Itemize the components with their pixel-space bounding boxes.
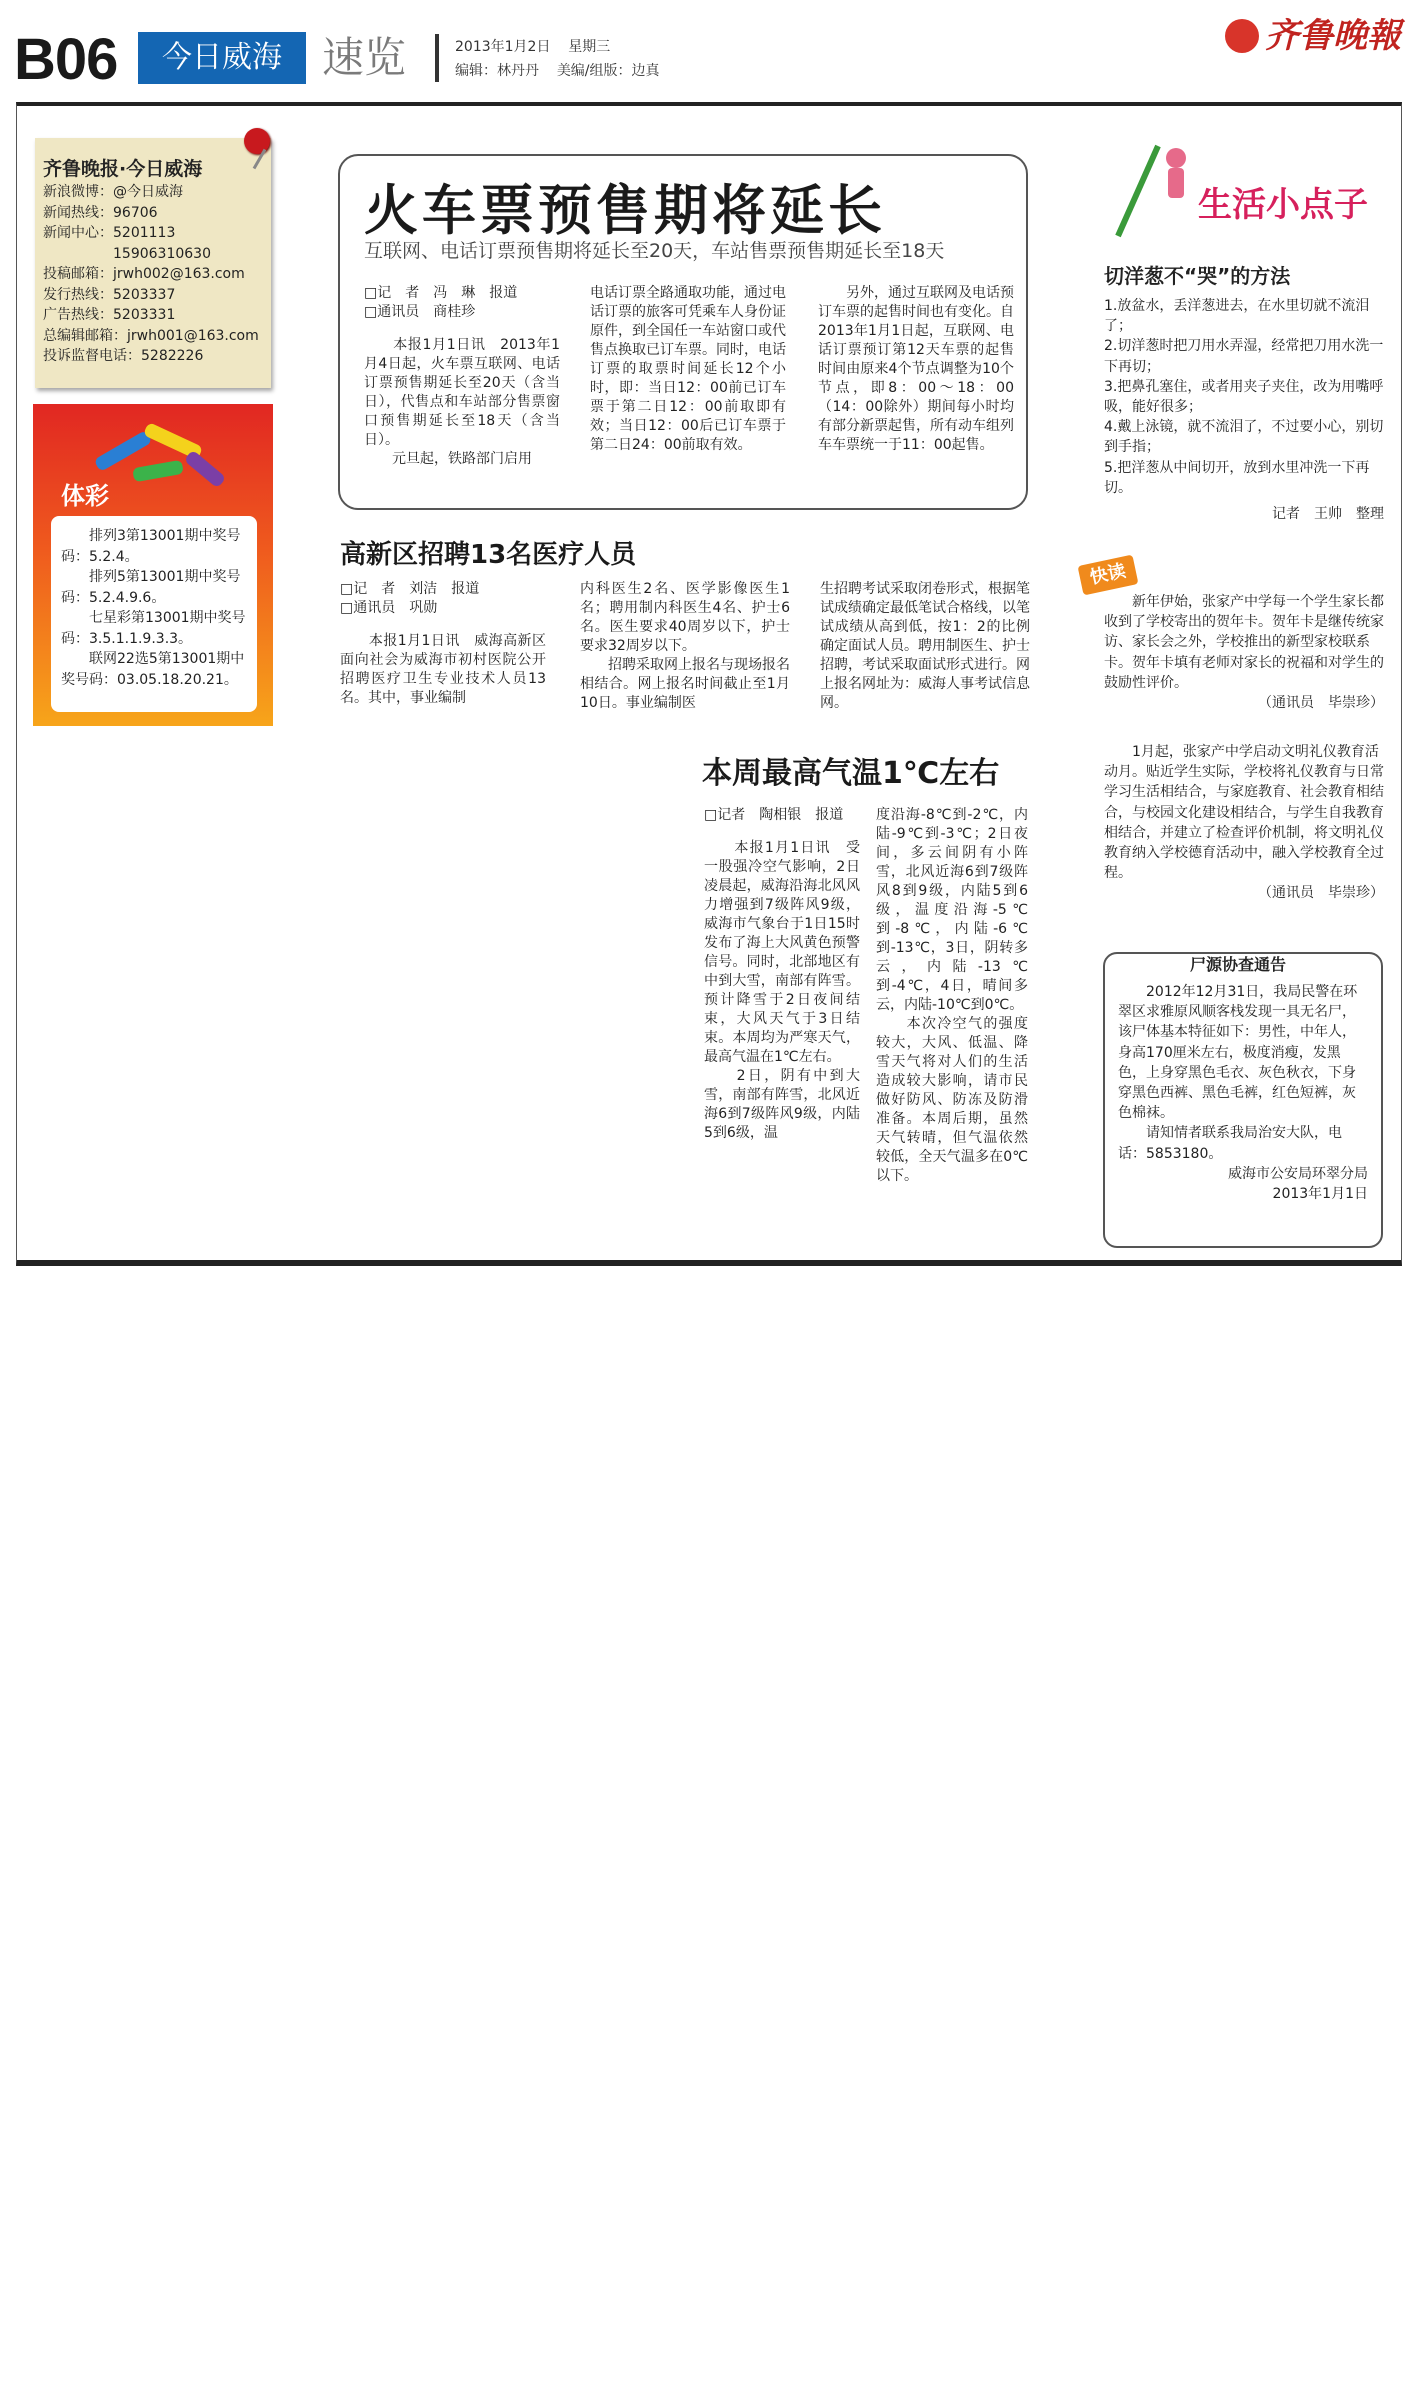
quick-read-2 xyxy=(1104,742,1384,904)
article-recruitment-col3: 生招聘考试采取闭卷形式，根据笔试成绩确定最低笔试合格线，以笔试成绩从高到低，按1：2的比例确定面试人员。聘用制医生、护士招聘，考试采取面试形式进行。网上报名网址为：威海人事考试信息网。 xyxy=(820,581,1030,711)
byline: □记 者 冯 琳 报道 xyxy=(364,285,518,301)
article-train-tickets-col2: 电话订票全路通取功能，通过电话订票的旅客可凭乘车人身份证原件，到全国任一车站窗口或代售点换取已订车票。同时，电话订票的取票时间延长12个小时，即：当日12：00前已订车票于第二日12：00前取即有效；当日12：00后已订车票于第二日24：00前取有效。 xyxy=(590,285,786,453)
newspaper-logo xyxy=(1225,8,1401,57)
tips-credit: 记者 王帅 整理 xyxy=(1272,506,1384,523)
article-body: 本报1月1日讯 威海高新区面向社会为威海市初村医院公开招聘医疗卫生专业技术人员13名。其中，事业编制 xyxy=(340,633,546,706)
contact-line: 新闻热线：96706 xyxy=(43,204,158,221)
article-train-tickets-col3: 另外，通过互联网及电话预订车票的起售时间也有变化。自2013年1月1日起，互联网、电话订票预订第12天车票的起售时间由原来4个节点调整为10个节点，即8：00～18：00（14：00除外）期间每小时均有部分新票起售，所有动车组列车车票统一于11：00起售。 xyxy=(818,285,1014,453)
tips-item: 3.把鼻孔塞住，或者用夹子夹住，改为用嘴呼吸，能好很多； xyxy=(1104,378,1384,416)
contact-line: 新浪微博：@今日威海 xyxy=(43,184,183,200)
quick-read-1 xyxy=(1104,592,1384,713)
staff-line xyxy=(455,60,660,80)
logo-sun-icon xyxy=(1225,19,1259,53)
article-body: 本报1月1日讯 受一股强冷空气影响，2日凌晨起，威海沿海北风风力增强到7级阵风9级，威海市气象台于1日15时发布了海上大风黄色预警信号。同时，北部地区有中到大雪，南部有阵雪。预计降雪于2日夜间结束，大风天气于3日结束。本周均为严寒天气，最高气温在1℃左右。 2日，阴有中到大雪，南部有阵雪，北风近海6到7级阵风9级，内陆5到6级，温 xyxy=(704,840,860,1141)
header-divider xyxy=(435,34,439,82)
tips-title: 切洋葱不“哭”的方法 xyxy=(1104,264,1291,288)
article-recruitment-col2: 内科医生2名、医学影像医生1名；聘用制内科医生4名、护士6名。医生要求40周岁以下，护士要求32周岁以下。 招聘采取网上报名与现场报名相结合。网上报名时间截止至1月10日。事业编制医 xyxy=(580,581,790,711)
lottery-results xyxy=(51,516,257,712)
byline: □记者 陶相银 报道 xyxy=(704,807,844,823)
issue-date: 2013年1月2日 xyxy=(455,39,551,55)
girl-head-icon xyxy=(1166,148,1186,168)
quick-read-body: 1月起，张家产中学启动文明礼仪教育活动月。贴近学生实际，学校将礼仪教育与日常学习生活相结合，与家庭教育、社会教育相结合，与校园文化建设相结合，与学生自我教育相结合，并建立了检查评价机制，将文明礼仪教育纳入学校德育活动中，融入学校教育全过程。 xyxy=(1104,744,1384,882)
contact-line: 总编辑邮箱：jrwh001@163.com xyxy=(43,327,259,344)
article-weather-col1 xyxy=(704,806,860,1143)
tips-item: 2.切洋葱时把刀用水弄湿，经常把刀用水洗一下再切； xyxy=(1104,338,1384,375)
article-train-tickets-title: 火车票预售期将延长 xyxy=(364,179,886,242)
tips-list xyxy=(1104,296,1384,524)
contact-title: 齐鲁晚报·今日威海 xyxy=(43,158,203,180)
byline: □通讯员 商桂珍 xyxy=(364,304,476,320)
contact-line: 投稿邮箱：jrwh002@163.com xyxy=(43,266,245,282)
contact-line: 投诉监督电话：5282226 xyxy=(43,348,204,364)
notice-date: 2013年1月1日 xyxy=(1272,1186,1368,1203)
lottery-line: 七星彩第13001期中奖号码：3.5.1.1.9.3.3。 xyxy=(61,610,246,647)
date-line xyxy=(455,36,610,56)
contact-line: 广告热线：5203331 xyxy=(43,307,176,323)
quick-read-badge: 快读 xyxy=(1077,555,1138,596)
byline: □通讯员 巩勋 xyxy=(340,600,438,616)
contact-line: 15906310630 xyxy=(43,245,211,262)
notice-body: 2012年12月31日，我局民警在环翠区求雅原风顺客栈发现一具无名尸，该尸体基本特征如下：男性，中年人，身高170厘米左右，极度消瘦，发黑色，上身穿黑色毛衣、灰色秋衣，下身穿黑色西裤、黑色毛裤，红色短裤，灰色棉袜。 请知情者联系我局治安大队，电话：5853180。 xyxy=(1118,984,1358,1162)
article-train-tickets-subtitle: 互联网、电话订票预售期将延长至20天，车站售票预售期延长至18天 xyxy=(364,240,945,262)
notice-issuer: 威海市公安局环翠分局 xyxy=(1228,1165,1368,1182)
contact-line: 发行热线：5203337 xyxy=(43,286,176,303)
article-body: 本报1月1日讯 2013年1月4日起，火车票互联网、电话订票预售期延长至20天（含当日），代售点和车站部分售票窗口预售期延长至18天（含当日）。 元旦起，铁路部门启用 xyxy=(364,337,560,467)
contact-line: 新闻中心：5201113 xyxy=(43,225,176,241)
quick-read-credit: （通讯员 毕崇珍） xyxy=(1258,695,1384,712)
lottery-box xyxy=(33,404,273,726)
tips-item: 4.戴上泳镜，就不流泪了，不过要小心，别切到手指； xyxy=(1104,419,1384,456)
notice-title: 尸源协查通告 xyxy=(1190,955,1287,974)
section-label: 今日威海 xyxy=(138,32,306,84)
article-train-tickets-col1 xyxy=(364,284,560,469)
lottery-line: 联网22选5第13001期中奖号码：03.05.18.20.21。 xyxy=(61,651,245,688)
subsection-label: 速览 xyxy=(322,33,407,82)
tips-column-title: 生活小点子 xyxy=(1198,185,1368,225)
lottery-line: 排列5第13001期中奖号码：5.2.4.9.6。 xyxy=(61,569,241,606)
contact-note xyxy=(35,138,271,388)
article-weather-title: 本周最高气温1℃左右 xyxy=(702,756,1000,791)
pencil-icon xyxy=(1118,146,1158,236)
byline: □记 者 刘洁 报道 xyxy=(340,581,480,597)
article-weather-col2: 度沿海-8℃到-2℃，内陆-9℃到-3℃；2日夜间，多云间阴有小阵雪，北风近海6到7级阵风8到9级，内陆5到6级，温度沿海-5℃到-8℃，内陆-6℃到-13℃，3日，阴转多云，内陆-13℃到-4℃，4日，晴间多云，内陆-10℃到0℃。 本次冷空气的强度较大，大风、低温、降雪天气将对人们的生活造成较大影响，请市民做好防风、防冻及防滑准备。本周后期，虽然天气转晴，但气温依然较低，全天气温多在0℃以下。 xyxy=(876,807,1028,1184)
designer: 美编/组版：边真 xyxy=(556,63,660,79)
tips-item: 5.把洋葱从中间切开，放到水里冲洗一下再切。 xyxy=(1104,459,1370,496)
notice-content xyxy=(1118,982,1368,1204)
lottery-line: 排列3第13001期中奖号码：5.2.4。 xyxy=(61,528,241,565)
quick-read-body: 新年伊始，张家产中学每一个学生家长都收到了学校寄出的贺年卡。贺年卡是继传统家访、家长会之外，学校推出的新型家校联系卡。贺年卡填有老师对家长的祝福和对学生的鼓励性评价。 xyxy=(1104,594,1384,691)
issue-weekday: 星期三 xyxy=(568,39,611,55)
tips-item: 1.放盆水，丢洋葱进去，在水里切就不流泪了； xyxy=(1104,298,1370,335)
article-recruitment-col1 xyxy=(340,580,546,708)
article-recruitment-title: 高新区招聘13名医疗人员 xyxy=(340,540,637,570)
lottery-title: 体彩 xyxy=(61,482,109,510)
editor: 编辑：林丹丹 xyxy=(455,63,539,79)
quick-read-credit: （通讯员 毕崇珍） xyxy=(1258,885,1384,902)
page-number: B06 xyxy=(14,27,118,92)
tips-column-banner xyxy=(1098,136,1388,246)
logo-text: 齐鲁晚報 xyxy=(1265,16,1401,56)
